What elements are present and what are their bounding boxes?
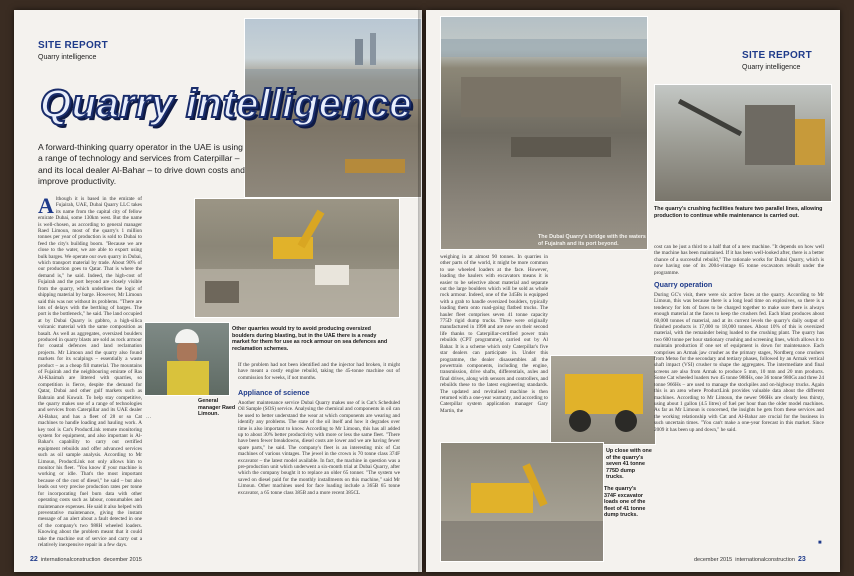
quarry-port-photo — [440, 16, 648, 250]
body-column-1: weighing in at almost 90 tonnes. In quarries in other parts of the world, it might be more common to use wheeled loaders at the face. However, loading the haulers with excavators means it is easier to be selective about material and separate out the large boulders which will be sold as whole rock armour. Indeed, one of the 345Bs is equipped with a grab to handle oversized boulders, typically loading them onto road-going flatbed trucks. The hauler fleet comprises seven 41 tonne capacity 775D rigid dump trucks. Three were originally manufactured in 1998 and are now on their second life thanks to Caterpillar-certified power train rebuilds (CPT programme), carried out by Al Bahar. It is a scheme which only Caterpillar's five star dealers can participate in. Under this programme, the dealer disassembles all the powertrain components, including the engine, transmission, drive shafts, differentials, axles and final drives, along with sensors and controllers, and rebuilds these to the latest engineering standards. The updated and revitalised machine is then returned with a one-year warranty, and according to Caterpillar system application manager Gary Martin, the — [440, 254, 548, 414]
heading-appliance-of-science: Appliance of science — [238, 388, 310, 397]
article-title: Quarry intelligence — [40, 82, 412, 126]
heading-quarry-operation: Quarry operation — [654, 280, 713, 289]
dump-truck-photo — [550, 355, 656, 445]
caption-loading: The quarry's 374F excavator loads one of the fleet of 41 tonne dump trucks. — [604, 486, 646, 519]
footer-left: 22 internationalconstruction december 2015 — [30, 556, 142, 563]
drop-cap: A — [38, 193, 54, 218]
footer-right: december 2015 internationalconstruction 23 — [694, 556, 806, 563]
section-label: SITE REPORT — [38, 40, 108, 51]
body-column-2: … — [146, 414, 152, 420]
standfirst: A forward-thinking quarry operator in the UAE is using a range of technology and services from Caterpillar – and its local dealer Al-Bahar – to drive down costs and improve productivity. — [38, 142, 245, 187]
caption-excavator: Up close with one of the quarry's seven 41 tonne 775D dump trucks. — [606, 448, 652, 481]
caption-manager: General manager Raed Limoun. — [198, 398, 236, 418]
body-column-3: Another maintenance service Dubai Quarry makes use of is Cat's Scheduled Oil Sample (SOS) service. Analysing the chemical and components in oil can be used to better understand the wear at which components are wearing and identify any problems. The state of the oil itself and how it degrades over time is also important to know. According to Mr Limoun, this has all added up to about 30% better productivity with more or less the same fleet. "There have been fewer breakdowns, diesel costs are lower and we are having fewer spare parts," he said. The company's fleet is an interesting mix of Cat machines of various vintages. The jewel in the crown is 70 tonne class 374F excavator – the latest model available. In fact, the machine in question was a pre-production unit which underwent a six-month trial at Dubai Quarry, after which the company bought it to replace an older 65 tonner. "The system we saved on diesel paid for the monthly installments on this machine," said Mr Limoun. Other machines used for face loading include a 365B 65 tonne excavator, a 65 tonne class 385B and a more recent 385CL — [238, 400, 400, 496]
right-page — [426, 10, 840, 572]
excavator-boulders-photo — [194, 198, 400, 318]
section-label: SITE REPORT — [742, 50, 812, 61]
end-mark: ■ — [818, 540, 822, 546]
subsection-label: Quarry intelligence — [742, 64, 801, 71]
body-column-1: Although it is based in the emirate of Fujairah, UAE, Dubai Quarry LLC takes its name from the capital city of fellow emirate Dubai, some 130km west. But the name is well-chosen, as according to general manager Raed Limoun, most of the quarry's 1 million tonnes per year of production is sold to Dubai to feed the city's building boom. "Because we are close to the water, we are able to export using bulk barges. We operate our own quarry in Dubai, which transport material by trade. About 90% of our production goes to Qatar. That is where the demand is," he said. Indeed, the high-cost of Fujairah and the port beyond are closely visible from the quarry, which underlines the logic of shipping material by barge. However, Mr Limoun said this was not without its problems. "There are lots of delays with the berthing of barges. The port is the bottleneck," he said. The land occupied at by Dubai Quarry is gabbro, a high-silica volcanic material with the same composition as basalt. As well as aggregates, oversized boulders produced in quarry blasts are sold as rock armour for coastal defences and land reclamation projects. Mr Limoun and the quarry also found markets for its scalpings – essentially a waste product – as a cheap fill material. The mountains of Fujairah and the neighbouring emirate of Ras Al-Khaimah are littered with quarries, so competition is fierce, despite the demand for Qatar, Dubai and other gulf markets such as Bahrain and Kuwait. To help stay competitive, the quarry makes use of a range of technologies and services from Caterpillar and its UAE dealer Al-Bahar, and has a fleet of 28 or so Cat machines to handle loading and hauling work. A key tool is Cat's ProductLink remote monitoring system for equipment, and also important is Al-Bahar's capability to carry out certified equipment rebuilds and offer advanced services such as oil sample analysis. According to Mr Limoun, ProductLink not only allows him to monitor his fleet. "You know if your machine is working or idle. That's the most important because of the cost of diesel," he said – but also leads out very precise production rates per tonne for incorporating fuel burn data with other operating costs such as labour, consumables and maintenance expenses. He said it also helped with preventative maintenance, giving the instant message of an alert about a fault detected in one of the company's two 988H wheeled loaders. Knowing about the problem meant that it could take the machine out of service and carry out a relatively inexpensive repair in a few days. — [38, 193, 143, 548]
subsection-label: Quarry intelligence — [38, 54, 97, 61]
crushing-plant-photo — [654, 84, 832, 202]
manager-photo — [144, 322, 230, 396]
caption-crushing: The quarry's crushing facilities feature two parallel lines, allowing production to continue while maintenance is carried out. — [654, 206, 823, 219]
caption-port: The Dubai Quarry's bridge with the waters of Fujairah and its port beyond. — [538, 234, 646, 247]
body-column-2-top: cost can be just a third to a half that of a new machine. "It depends on how well the machine has been maintained. If it has been well-looked after, there is a better chance of a successful rebuild," The rationale works for Dubai Quarry, which is now having one of its 2004-vintage 65 tonne excavators rebuilt under the programme. — [654, 244, 824, 276]
caption-blasting: Other quarries would try to avoid producing oversized boulders during blasting, but in the UAE there is a ready market for them for use as rock armour on sea defences and reclamation schemes. — [232, 326, 388, 352]
left-page — [14, 10, 422, 572]
excavator-loading-photo — [440, 442, 604, 562]
body-column-3-top: If the problem had not been identified and the injector had broken, it might have meant a costly engine rebuild, taking the 45-tonne machine out of commission for weeks, if not months. — [238, 362, 400, 381]
body-column-2: During GC's visit, there were six active faces at the quarry. According to Mr Limoun, this was because there is a long lead time on explosives, so there is a tendency for lots of faces to be charged together to make sure there is always enough material at the faces to keep the crushers fed. Each blast produces about 60,000 tonnes of material, and at its current levels the quarry's daily output of finished products is 17,000 to 18,000 tonnes. About 10% of this is oversized material, with the remainder being loaded to the crushing plant. The quarry has two 600 tonne per hour stationary crushing and screening lines, which allows it to maintain production if one set of equipment is down for maintenance. Each comprises an Armak jaw crusher as the primary stages, Nordberg cone crushers from Metso for the secondary and tertiary phases, followed by an Armak vertical shaft impact (VSI) crusher to shape the aggregates. The intermediate and final screens are also from Armak to produce 5 mm, 10 mm and 20 mm products. Some Cat wheeled loaders two 45 tonne 988Hs, one 36 tonne 980Gs and three 24 tonne 966Hs – are used to manage the stockpiles and on-highway trucks. Again this is an area where ProductLink provides valuable data about the different machines. According to Mr Limoun, the newer 966Hs are clearly less thirsty, using about 1 gallon (4.5 litres) of fuel per hour than the older model machines. As far as Mr Limoun is concerned, the insights he gets from these services and the working relationship with Cat and Al-Bahar are crucial for the business in such uncertain times. "You can't make a one-year forecast in this market. Since 2009 it has been up and down," he said. — [654, 292, 824, 433]
